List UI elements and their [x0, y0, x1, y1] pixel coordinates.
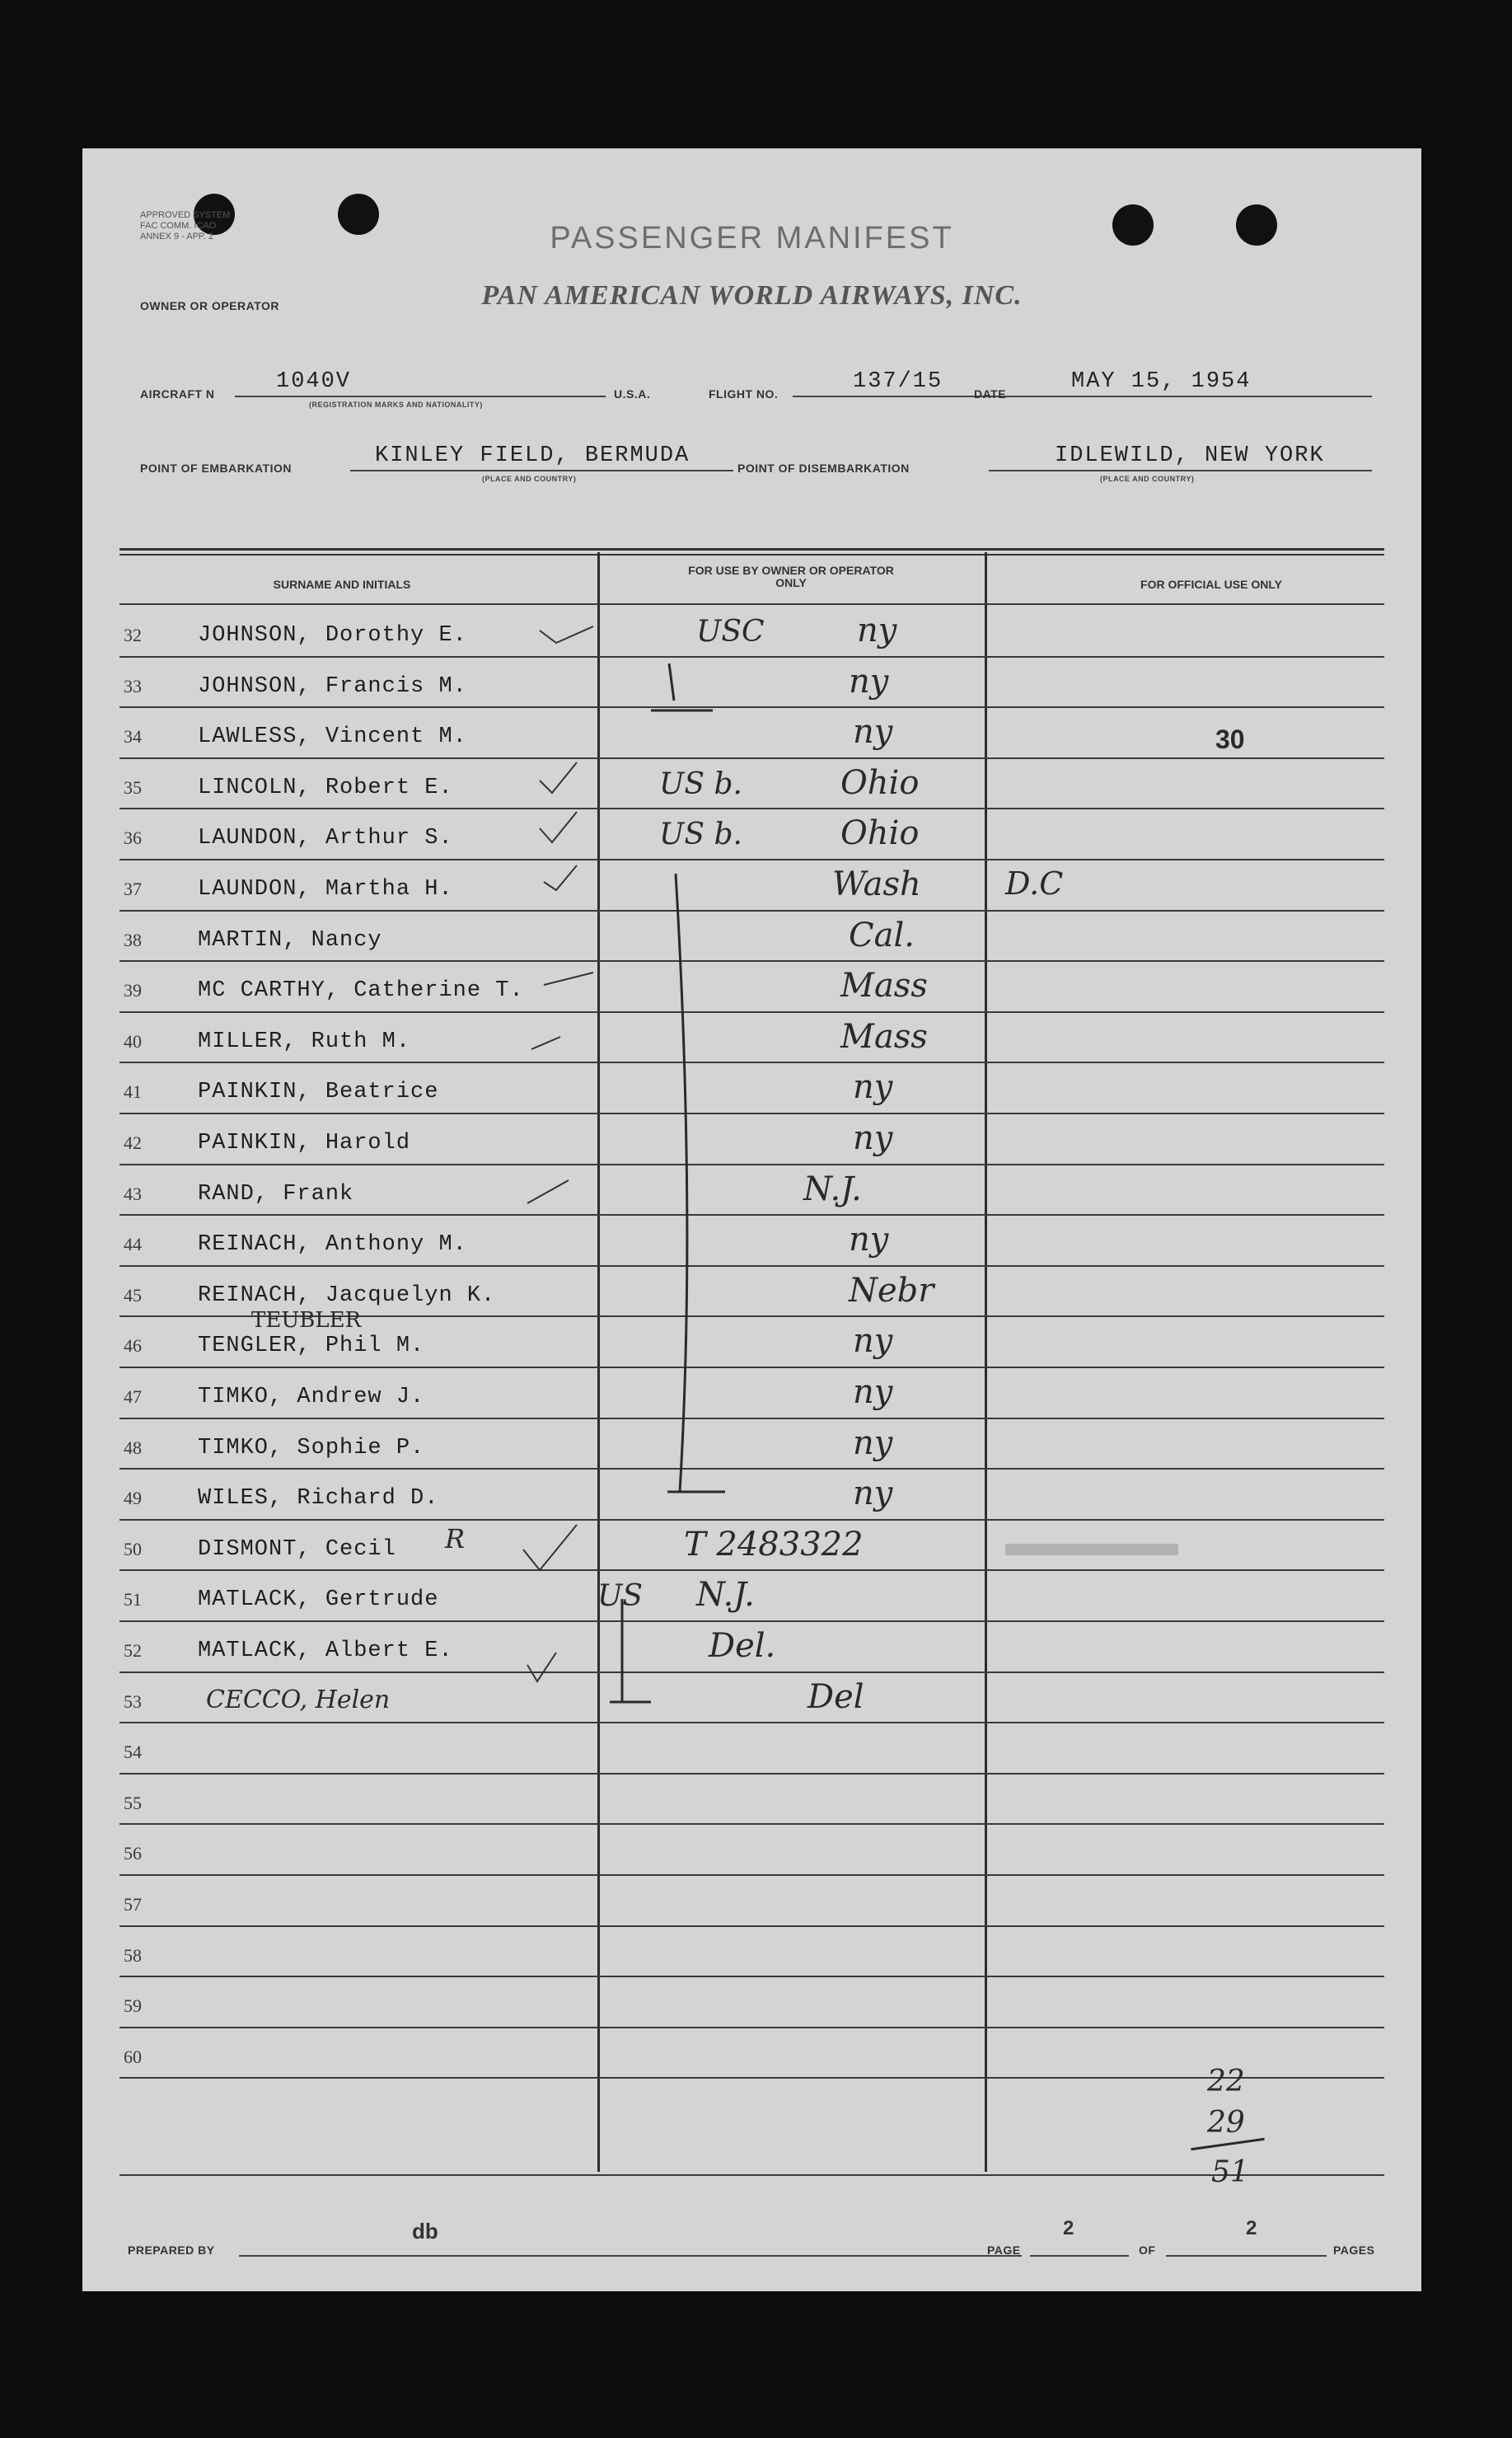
check-mark — [531, 1037, 560, 1049]
check-mark — [527, 1180, 569, 1203]
passenger-name: MARTIN, Nancy — [198, 927, 382, 953]
of-label: OF — [1139, 2243, 1156, 2257]
sum-a: 22 — [1207, 2065, 1245, 2098]
owner-use-entry: US b. — [659, 767, 742, 801]
row-number: 48 — [124, 1437, 142, 1458]
passenger-name: WILES, Richard D. — [198, 1486, 439, 1512]
passenger-name: MC CARTHY, Catherine T. — [198, 978, 524, 1004]
row-number: 53 — [124, 1690, 142, 1712]
passenger-name: MATLACK, Albert E. — [198, 1639, 453, 1663]
row-number: 38 — [124, 929, 142, 950]
residence-entry: ny — [853, 1119, 893, 1157]
row-number: 39 — [124, 980, 142, 1001]
flight-value: 137/15 — [853, 369, 943, 394]
residence-entry: ny — [853, 1373, 893, 1411]
official-use-entry: 30 — [1215, 724, 1245, 755]
residence-entry: Ohio — [840, 814, 920, 853]
date-value: MAY 15, 1954 — [1071, 369, 1252, 394]
disembarkation-value: IDLEWILD, NEW YORK — [1055, 443, 1325, 468]
passenger-name: TIMKO, Sophie P. — [198, 1435, 425, 1460]
residence-entry: ny — [853, 1475, 893, 1513]
residence-entry: N.J. — [803, 1170, 862, 1208]
aircraft-label: AIRCRAFT N — [140, 387, 215, 401]
disembarkation-place-sub: (PLACE AND COUNTRY) — [1100, 475, 1195, 483]
flight-label: FLIGHT NO. — [709, 387, 779, 401]
passenger-name: REINACH, Jacquelyn K. — [198, 1282, 496, 1308]
passenger-name: RAND, Frank — [198, 1181, 354, 1207]
row-number: 55 — [124, 1792, 142, 1813]
prepared-by-label: PREPARED BY — [128, 2243, 215, 2257]
row-number: 36 — [124, 828, 142, 849]
of-value: 2 — [1246, 2217, 1257, 2239]
row-number: 50 — [124, 1538, 142, 1559]
residence-entry: ny — [857, 612, 897, 649]
residence-entry: T 2483322 — [684, 1525, 864, 1564]
sum-total: 51 — [1211, 2155, 1249, 2189]
ditto-mark-34 — [651, 663, 713, 710]
row-number: 51 — [124, 1589, 142, 1610]
col-header-owner-use: FOR USE BY OWNER OR OPERATOR ONLY — [688, 564, 894, 589]
residence-entry: Mass — [840, 1017, 928, 1056]
teubler-correction: TEUBLER — [251, 1308, 362, 1333]
page-line — [1030, 2255, 1129, 2257]
col-header-official-use: FOR OFFICIAL USE ONLY — [1140, 578, 1282, 591]
row-number: 54 — [124, 1742, 142, 1763]
residence-entry: Wash — [832, 865, 921, 903]
usa-label: U.S.A. — [614, 387, 651, 401]
passenger-name: LAUNDON, Arthur S. — [198, 826, 453, 851]
embarkation-value: KINLEY FIELD, BERMUDA — [375, 443, 690, 468]
passenger-name: TIMKO, Andrew J. — [198, 1385, 425, 1409]
row-number: 57 — [124, 1894, 142, 1915]
page-value: 2 — [1063, 2217, 1074, 2239]
manifest-sheet — [82, 148, 1421, 2291]
sum-b: 29 — [1207, 2106, 1245, 2140]
form-title: PASSENGER MANIFEST — [550, 221, 954, 256]
prepared-by-line — [239, 2255, 1022, 2257]
prepared-by-value: db — [412, 2219, 438, 2243]
cecco-handwritten: CECCO, Helen — [206, 1686, 391, 1714]
row-number: 41 — [124, 1081, 142, 1103]
passenger-name: DISMONT, Cecil — [198, 1536, 396, 1562]
owner-use-entry: US — [597, 1579, 644, 1614]
check-mark — [540, 812, 577, 842]
row-number: 34 — [124, 726, 142, 748]
row-number: 42 — [124, 1132, 142, 1153]
passenger-name: MILLER, Ruth M. — [198, 1029, 411, 1054]
date-label: DATE — [974, 387, 1007, 401]
registration-sub: (REGISTRATION MARKS AND NATIONALITY) — [309, 401, 483, 409]
passenger-name: MATLACK, Gertrude — [198, 1587, 439, 1613]
passenger-name: REINACH, Anthony M. — [198, 1232, 467, 1258]
row-number: 35 — [124, 776, 142, 798]
dismont-initial: R — [445, 1523, 466, 1554]
row-number: 32 — [124, 625, 142, 645]
residence-entry: Del. — [709, 1627, 776, 1665]
residence-entry: ny — [849, 1221, 889, 1259]
approval-note: APPROVED SYSTEM FAC COMM. ICAO ANNEX 9 - APP. 2 — [140, 210, 231, 241]
owner-label: OWNER OR OPERATOR — [140, 299, 279, 312]
residence-entry: Del — [807, 1677, 864, 1716]
residence-entry: ny — [853, 1423, 893, 1462]
row-number: 37 — [124, 879, 142, 899]
aircraft-value: 1040V — [276, 369, 352, 394]
row-number: 44 — [124, 1234, 142, 1255]
passenger-name: TENGLER, Phil M. — [198, 1334, 425, 1359]
passenger-name: JOHNSON, Francis M. — [198, 673, 467, 699]
disembarkation-label: POINT OF DISEMBARKATION — [737, 462, 910, 475]
vertical-ditto-line — [676, 874, 687, 1492]
row-number: 40 — [124, 1030, 142, 1052]
matlack-bracket — [610, 1599, 651, 1702]
row-number: 33 — [124, 675, 142, 696]
residence-entry: Mass — [840, 967, 928, 1006]
check-mark — [527, 1653, 556, 1681]
residence-entry: ny — [853, 1322, 893, 1361]
residence-entry: N.J. — [696, 1576, 755, 1615]
row-number: 46 — [124, 1335, 142, 1357]
pages-label: PAGES — [1333, 2243, 1375, 2257]
residence-entry: Ohio — [840, 763, 920, 802]
passenger-name: LAWLESS, Vincent M. — [198, 724, 467, 750]
passenger-name: LAUNDON, Martha H. — [198, 877, 453, 902]
row-number: 58 — [124, 1944, 142, 1966]
residence-entry: ny — [849, 662, 889, 701]
owner-use-entry: USC — [696, 615, 765, 649]
residence-entry: ny — [853, 1068, 893, 1107]
official-use-entry: D.C — [1005, 865, 1064, 902]
row-number: 59 — [124, 1995, 142, 2017]
residence-entry: Nebr — [849, 1271, 934, 1310]
passenger-name: PAINKIN, Harold — [198, 1131, 411, 1156]
check-mark — [544, 973, 593, 985]
row-number: 52 — [124, 1640, 142, 1661]
of-line — [1166, 2255, 1327, 2257]
handwritten-bracket-lines — [82, 148, 1421, 2291]
residence-entry: ny — [853, 713, 893, 752]
passenger-name: PAINKIN, Beatrice — [198, 1080, 439, 1105]
passenger-name: LINCOLN, Robert E. — [198, 775, 453, 800]
row-number: 47 — [124, 1386, 142, 1407]
row-number: 56 — [124, 1843, 142, 1864]
residence-entry: Cal. — [849, 916, 915, 954]
row-number: 49 — [124, 1488, 142, 1509]
owner-use-entry: US b. — [659, 818, 742, 852]
row-number: 43 — [124, 1183, 142, 1204]
check-mark — [540, 762, 577, 793]
check-mark — [540, 626, 593, 643]
embarkation-label: POINT OF EMBARKATION — [140, 462, 292, 475]
row-number: 60 — [124, 2046, 142, 2067]
passenger-name: JOHNSON, Dorothy E. — [198, 623, 467, 648]
embarkation-place-sub: (PLACE AND COUNTRY) — [482, 475, 577, 483]
check-mark — [523, 1525, 577, 1570]
col-header-surname: SURNAME AND INITIALS — [273, 578, 411, 591]
row-number: 45 — [124, 1284, 142, 1306]
page-label: PAGE — [987, 2243, 1021, 2257]
check-mark — [544, 865, 577, 890]
company-name: PAN AMERICAN WORLD AIRWAYS, INC. — [481, 280, 1023, 311]
